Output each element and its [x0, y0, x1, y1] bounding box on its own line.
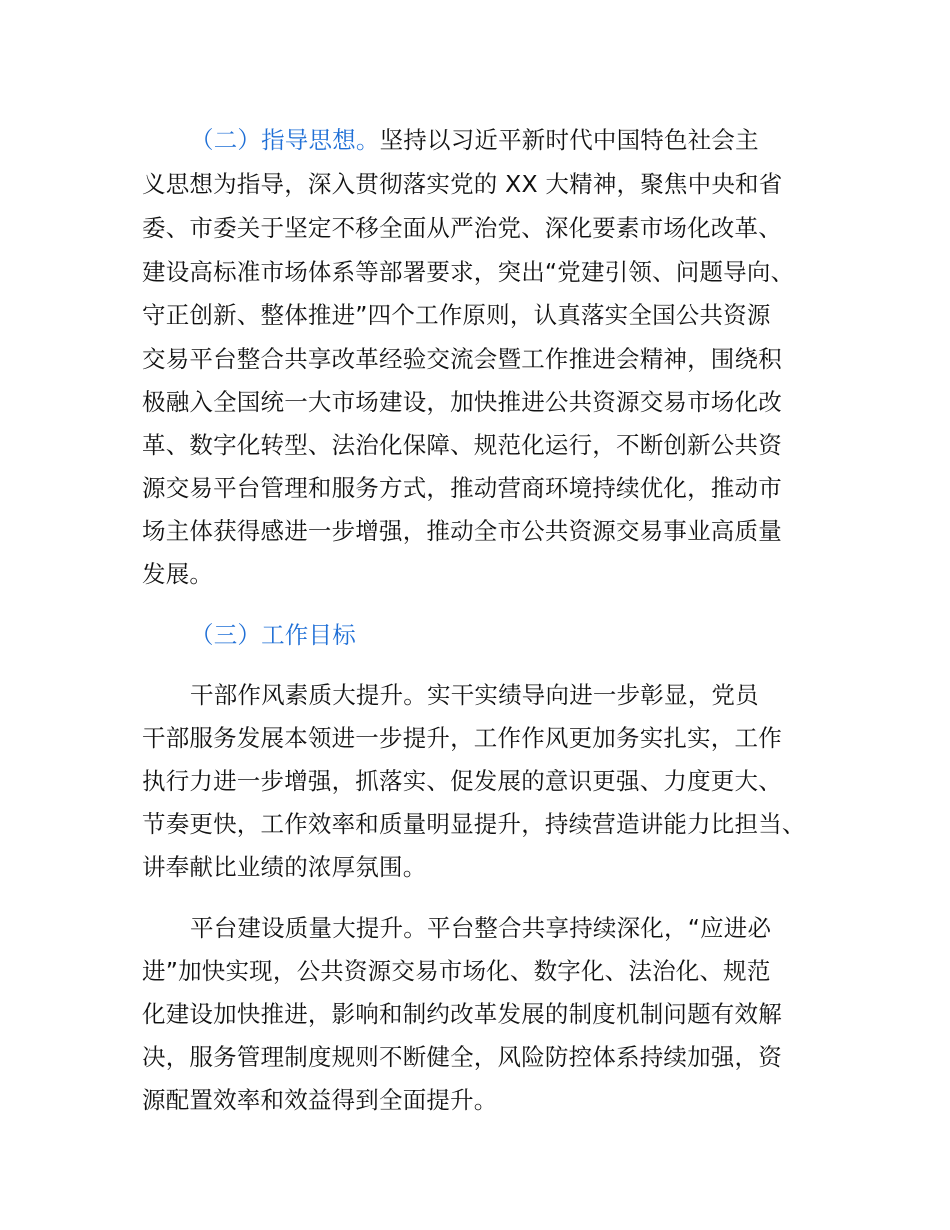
section2-heading: （二）指导思想。	[190, 126, 380, 154]
para1-line: 讲奉献比业绩的浓厚氛围。	[142, 853, 427, 881]
section2-line: 守正创新、整体推进”四个工作原则，认真落实全国公共资源	[142, 301, 771, 329]
section2-line: 发展。	[142, 560, 214, 588]
section2-line: 极融入全国统一大市场建设，加快推进公共资源交易市场化改	[142, 388, 782, 416]
section2-line: 建设高标准市场体系等部署要求，突出“党建引领、问题导向、	[142, 258, 795, 286]
para2-line: 平台建设质量大提升。平台整合共享持续深化，“应进必	[190, 914, 772, 942]
para1-line: 执行力进一步增强，抓落实、促发展的意识更强、力度更大、	[142, 767, 782, 795]
para2-line: 进”加快实现，公共资源交易市场化、数字化、法治化、规范	[142, 957, 771, 985]
section2-first-line	[190, 125, 759, 155]
para1-line: 节奏更快，工作效率和质量明显提升，持续营造讲能力比担当、	[142, 810, 806, 838]
section2-line: 源交易平台管理和服务方式，推动营商环境持续优化，推动市	[142, 474, 782, 502]
section2-line: 革、数字化转型、法治化保障、规范化运行，不断创新公共资	[142, 431, 782, 459]
section2-line: 场主体获得感进一步增强，推动全市公共资源交易事业高质量	[142, 517, 782, 545]
para2-line: 决，服务管理制度规则不断健全，风险防控体系持续加强，资	[142, 1043, 782, 1071]
para2-line: 化建设加快推进，影响和制约改革发展的制度机制问题有效解	[142, 1000, 782, 1028]
section2-line: 义思想为指导，深入贯彻落实党的 XX 大精神，聚焦中央和省	[142, 170, 783, 198]
section2-line: 委、市委关于坚定不移全面从严治党、深化要素市场化改革、	[142, 214, 782, 242]
para2-line: 源配置效率和效益得到全面提升。	[142, 1086, 498, 1114]
para1-line: 干部作风素质大提升。实干实绩导向进一步彰显，党员	[190, 681, 759, 709]
section2-line: 坚持以习近平新时代中国特色社会主	[379, 126, 759, 154]
para1-line: 干部服务发展本领进一步提升，工作作风更加务实扎实，工作	[142, 724, 782, 752]
section2-line: 交易平台整合共享改革经验交流会暨工作推进会精神，围绕积	[142, 345, 782, 373]
section3-heading: （三）工作目标	[190, 621, 356, 649]
